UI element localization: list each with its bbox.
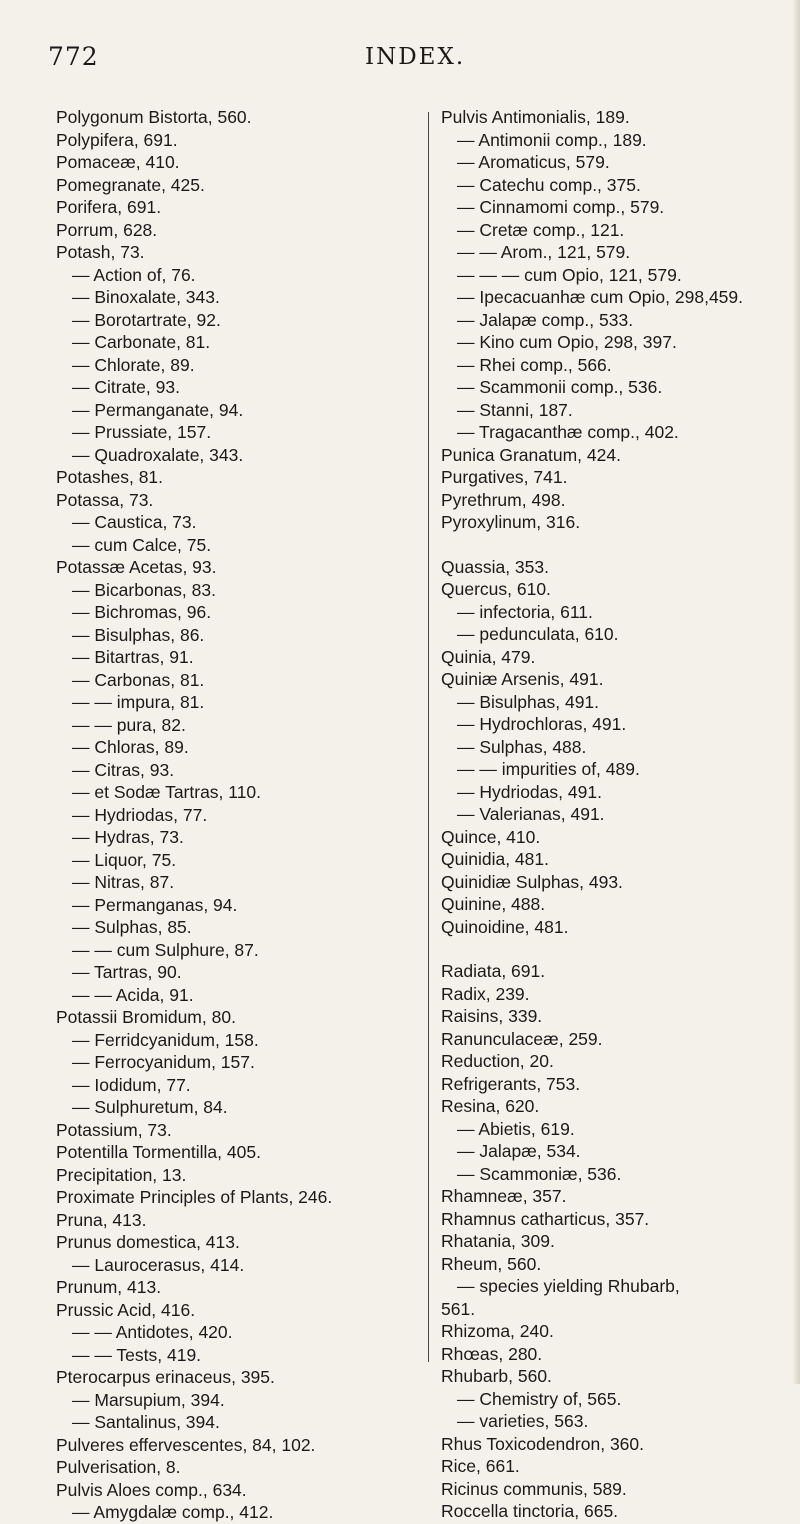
index-entry: Rhamneæ, 357. [441,1186,567,1206]
index-subentry: — Ferrocyanidum, 157. [72,1052,255,1072]
index-subentry: — Bisulphas, 491. [457,691,600,712]
index-entry: Quinoidine, 481. [441,916,569,937]
index-subentry: — Cretæ comp., 121. [457,219,625,240]
index-entry: Porrum, 628. [56,219,158,240]
index-entry: Pterocarpus erinaceus, 395. [56,1367,275,1387]
index-entry: Polypifera, 691. [56,129,178,150]
index-entry: Raisins, 339. [441,1006,543,1026]
index-entry: Potash, 73. [56,242,145,262]
index-entry: Pomaceæ, 410. [56,152,180,172]
index-entry: Quinine, 488. [441,894,546,914]
index-entry: Pyrethrum, 498. [441,489,566,510]
index-entry: Polygonum Bistorta, 560. [56,107,252,127]
index-entry: Ricinus communis, 589. [441,1478,627,1499]
index-entry: Rhatania, 309. [441,1231,555,1251]
index-subentry: — Catechu comp., 375. [457,174,641,195]
index-subentry: — Prussiate, 157. [72,422,212,442]
index-entry: Pulveres effervescentes, 84, 102. [56,1434,316,1455]
index-subentry: — Bitartras, 91. [72,647,194,667]
index-entry: Potassium, 73. [56,1119,172,1140]
index-entry: Rhus Toxicodendron, 360. [441,1433,645,1454]
index-entry: Pulvis Aloes comp., 634. [56,1479,247,1500]
index-entry: Potassii Bromidum, 80. [56,1007,236,1027]
index-entry: Potassæ Acetas, 93. [56,557,217,577]
running-head: INDEX. [365,44,466,70]
index-subentry: — — pura, 82. [72,714,186,735]
index-subentry: — Hydras, 73. [72,827,184,847]
index-subentry: — Ferridcyanidum, 158. [72,1029,259,1050]
index-subentry: — cum Calce, 75. [72,534,212,555]
index-subentry: — — — cum Opio, 121, 579. [457,264,682,285]
index-subentry: — Permanganas, 94. [72,894,238,915]
index-entry: Radix, 239. [441,983,530,1004]
index-entry: Prunum, 413. [56,1277,162,1297]
index-subentry: — — impurities of, 489. [457,759,640,779]
index-subentry: — Tragacanthæ comp., 402. [457,422,679,442]
index-subentry: — — Arom., 121, 579. [457,242,631,262]
index-subentry: — Rhei comp., 566. [457,354,612,375]
index-entry: Rhamnus catharticus, 357. [441,1208,650,1229]
index-subentry: — Sulphuretum, 84. [72,1097,228,1117]
index-subentry: — Kino cum Opio, 298, 397. [457,332,677,352]
index-subentry: — Caustica, 73. [72,512,197,532]
index-subentry: — Action of, 76. [72,264,196,285]
index-subentry: — Santalinus, 394. [72,1412,220,1432]
column-divider [428,112,429,1362]
index-entry: Pyroxylinum, 316. [441,512,581,532]
index-subentry: — Bichromas, 96. [72,602,212,622]
index-subentry: — species yielding Rhubarb, [457,1276,680,1296]
index-subentry: — Tartras, 90. [72,962,182,982]
index-entry: Quinidia, 481. [441,849,549,869]
index-subentry: — Hydrochloras, 491. [457,714,627,734]
index-subentry: — Chemistry of, 565. [457,1388,622,1409]
index-entry: Quassia, 353. [441,556,549,577]
index-entry: Quercus, 610. [441,579,551,599]
index-entry: Quinidiæ Sulphas, 493. [441,871,623,892]
page-number: 772 [48,42,99,71]
index-subentry: — Antimonii comp., 189. [457,129,647,150]
index-entry: Quince, 410. [441,826,541,847]
index-column-right [441,106,791,1523]
index-subentry: — Chloras, 89. [72,737,189,757]
index-subentry: — Quadroxalate, 343. [72,444,244,465]
index-subentry: — Iodidum, 77. [72,1074,191,1095]
index-entry: Precipitation, 13. [56,1164,187,1185]
index-subentry: — — cum Sulphure, 87. [72,939,259,960]
index-subentry: — — impura, 81. [72,692,205,712]
index-entry: Radiata, 691. [441,961,546,981]
index-subentry: — Hydriodas, 77. [72,804,208,825]
page-edge [792,0,800,1384]
index-subentry: — — Tests, 419. [72,1344,202,1365]
index-subentry: — Nitras, 87. [72,872,175,892]
index-subentry: — Valerianas, 491. [457,804,605,824]
index-subentry: — Scammonii comp., 536. [457,377,663,397]
index-subentry: — Permanganate, 94. [72,399,244,420]
index-subentry: — Amygdalæ comp., 412. [72,1502,274,1522]
index-entry: Potentilla Tormentilla, 405. [56,1142,261,1162]
index-entry: Reduction, 20. [441,1051,554,1071]
index-subentry: — — Acida, 91. [72,984,194,1005]
index-subentry: 561. [441,1298,476,1319]
index-subentry: — Jalapæ, 534. [457,1141,581,1161]
index-subentry: — Aromaticus, 579. [457,152,610,172]
index-subentry: — Chlorate, 89. [72,354,195,375]
index-entry: Pruna, 413. [56,1209,147,1230]
index-entry: Purgatives, 741. [441,467,568,487]
index-subentry: — pedunculata, 610. [457,624,619,644]
index-entry: Quinia, 479. [441,646,536,667]
index-entry: Potashes, 81. [56,467,164,487]
index-subentry: — Abietis, 619. [457,1118,575,1139]
index-subentry: — Citrate, 93. [72,377,180,397]
index-subentry: — Binoxalate, 343. [72,287,220,307]
index-subentry: — Carbonas, 81. [72,669,205,690]
index-entry: Roccella tinctoria, 665. [441,1501,619,1521]
section-gap [441,534,791,556]
index-entry: Pulvis Antimonialis, 189. [441,107,630,127]
index-subentry: — et Sodæ Tartras, 110. [72,782,262,802]
index-subentry: — Sulphas, 488. [457,736,587,757]
index-entry: Proximate Principles of Plants, 246. [56,1187,333,1207]
index-subentry: — Carbonate, 81. [72,332,211,352]
index-entry: Resina, 620. [441,1096,540,1116]
index-subentry: — Jalapæ comp., 533. [457,309,634,330]
index-entry: Pomegranate, 425. [56,174,205,195]
index-subentry: — Laurocerasus, 414. [72,1254,245,1275]
index-entry: Pulverisation, 8. [56,1457,181,1477]
index-entry: Rice, 661. [441,1456,520,1476]
index-subentry: — Bicarbonas, 83. [72,579,216,600]
section-gap [441,938,791,960]
index-entry: Rheum, 560. [441,1253,542,1274]
index-column-left [56,106,416,1524]
index-subentry: — Bisulphas, 86. [72,624,205,645]
index-subentry: — Scammoniæ, 536. [457,1163,622,1184]
index-entry: Rhubarb, 560. [441,1366,552,1386]
index-subentry: — Stanni, 187. [457,399,573,420]
index-subentry: — varieties, 563. [457,1411,589,1431]
index-subentry: — Ipecacuanhæ cum Opio, 298,459. [457,287,744,307]
index-subentry: — Borotartrate, 92. [72,309,221,330]
index-subentry: — Citras, 93. [72,759,175,780]
index-entry: Prussic Acid, 416. [56,1299,196,1320]
index-entry: Porifera, 691. [56,197,162,217]
index-subentry: — Sulphas, 85. [72,917,192,937]
index-subentry: — Marsupium, 394. [72,1389,225,1410]
index-entry: Ranunculaceæ, 259. [441,1028,603,1049]
index-subentry: — infectoria, 611. [457,601,593,622]
index-entry: Punica Granatum, 424. [441,444,621,465]
index-entry: Prunus domestica, 413. [56,1232,240,1252]
index-entry: Refrigerants, 753. [441,1073,581,1094]
index-entry: Quiniæ Arsenis, 491. [441,669,604,689]
index-subentry: — Liquor, 75. [72,849,177,870]
index-entry: Rhizoma, 240. [441,1321,554,1341]
index-entry: Potassa, 73. [56,489,154,510]
index-subentry: — Hydriodas, 491. [457,781,602,802]
index-subentry: — — Antidotes, 420. [72,1322,233,1342]
index-entry: Rhœas, 280. [441,1343,543,1364]
index-subentry: — Cinnamomi comp., 579. [457,197,665,217]
